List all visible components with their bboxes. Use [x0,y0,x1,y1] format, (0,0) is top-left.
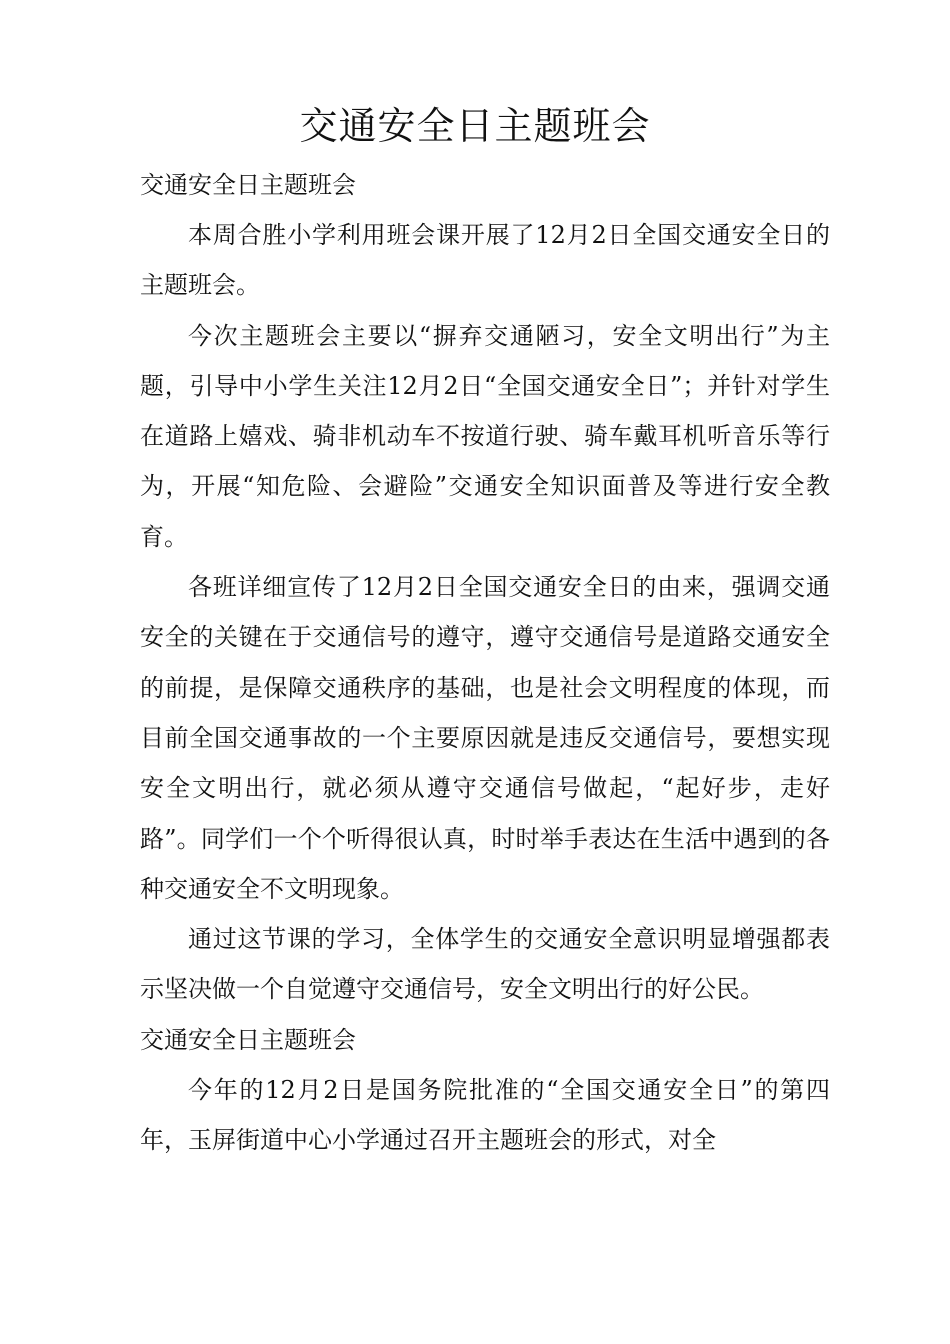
paragraph: 本周合胜小学利用班会课开展了12月2日全国交通安全日的主题班会。 [140,221,830,300]
paragraph: 今次主题班会主要以“摒弃交通陋习，安全文明出行”为主题，引导中小学生关注12月2日“全国交通安全日”；并针对学生在道路上嬉戏、骑非机动车不按道行驶、骑车戴耳机听音乐等行为，开展“知危险、会避险”交通安全知识面普及等进行安全教育。 [140,321,830,551]
section-heading: 交通安全日主题班会 [140,1025,356,1054]
section-2 [140,1015,830,1166]
paragraph: 通过这节课的学习，全体学生的交通安全意识明显增强都表示坚决做一个自觉遵守交通信号，安全文明出行的好公民。 [140,925,830,1004]
paragraph: 今年的12月2日是国务院批准的“全国交通安全日”的第四年，玉屏街道中心小学通过召开主题班会的形式，对全 [140,1075,830,1155]
document-body [140,160,830,1165]
section-heading: 交通安全日主题班会 [140,171,356,199]
paragraph: 各班详细宣传了12月2日全国交通安全日的由来，强调交通安全的关键在于交通信号的遵守，遵守交通信号是道路交通安全的前提，是保障交通秩序的基础，也是社会文明程度的体现，而目前全国交通事故的一个主要原因就是违反交通信号，要想实现安全文明出行，就必须从遵守交通信号做起，“起好步，走好路”。同学们一个个听得很认真，时时举手表达在生活中遇到的各种交通安全不文明现象。 [140,573,830,903]
section-1 [140,160,830,1015]
document-title: 交通安全日主题班会 [299,104,651,148]
